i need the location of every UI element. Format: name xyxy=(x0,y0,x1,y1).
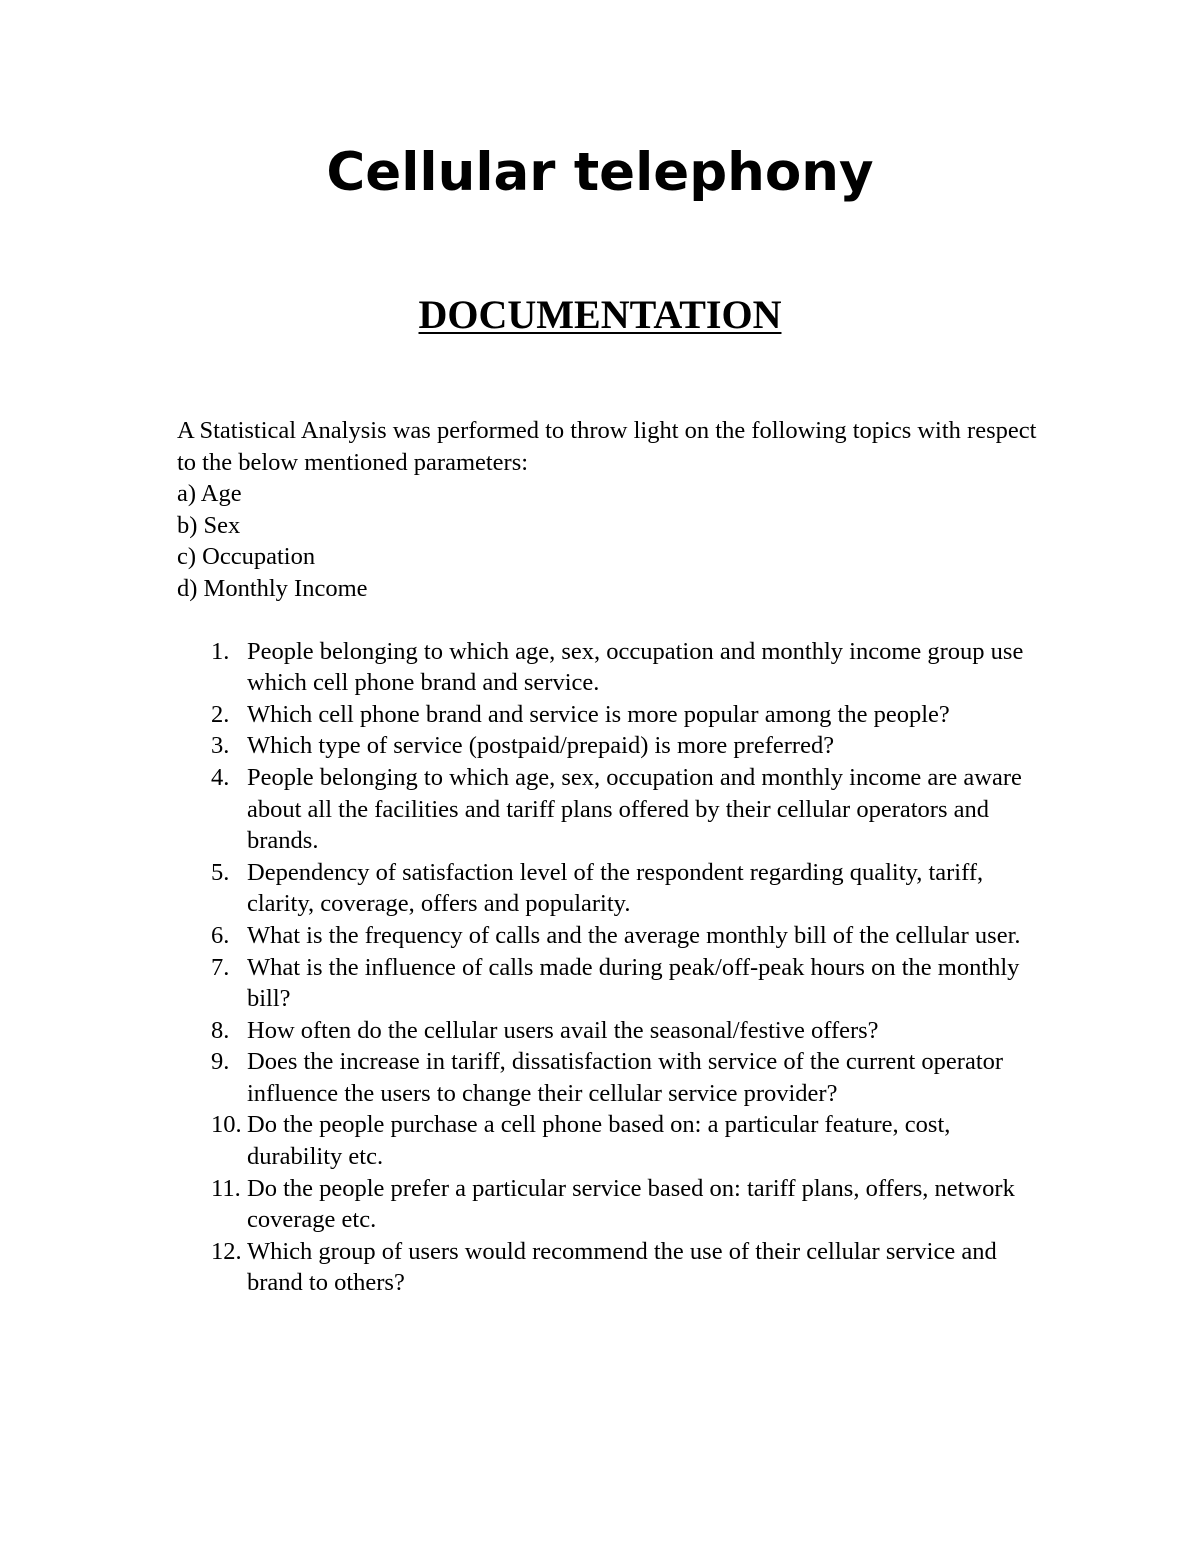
document-body xyxy=(177,415,1037,1299)
question-number: 2. xyxy=(211,700,230,728)
question-item xyxy=(177,1173,1037,1236)
question-text: Which cell phone brand and service is more popular among the people? xyxy=(247,700,950,728)
question-number: 4. xyxy=(211,763,230,791)
parameter-item: b) Sex xyxy=(177,511,241,539)
intro-paragraph: A Statistical Analysis was performed to throw light on the following topics with respect to the below mentioned parameters: xyxy=(177,417,1037,476)
question-text: People belonging to which age, sex, occupation and monthly income group use which cell phone brand and service. xyxy=(247,637,1024,697)
section-heading xyxy=(0,290,1200,340)
question-text: What is the influence of calls made during peak/off-peak hours on the monthly bill? xyxy=(247,953,1020,1013)
question-number: 10. xyxy=(211,1111,242,1139)
question-number: 6. xyxy=(211,921,230,949)
question-item xyxy=(177,952,1037,1015)
intro-block xyxy=(177,415,1037,478)
question-item xyxy=(177,699,1037,731)
question-text: Which type of service (postpaid/prepaid) is more preferred? xyxy=(247,732,835,760)
question-number: 12. xyxy=(211,1237,242,1265)
question-item xyxy=(177,1046,1037,1109)
question-text: Do the people purchase a cell phone based on: a particular feature, cost, durability etc. xyxy=(247,1111,951,1171)
document-title: Cellular telephony xyxy=(326,142,874,203)
question-item xyxy=(177,762,1037,857)
question-number: 3. xyxy=(211,732,230,760)
question-text: Dependency of satisfaction level of the respondent regarding quality, tariff, clarity, coverage, offers and popularity. xyxy=(247,858,984,918)
question-item xyxy=(177,857,1037,920)
question-number: 9. xyxy=(211,1048,230,1076)
question-text: Do the people prefer a particular service based on: tariff plans, offers, network coverage etc. xyxy=(247,1174,1015,1234)
question-number: 7. xyxy=(211,953,230,981)
question-number: 1. xyxy=(211,637,230,665)
section-heading-text: DOCUMENTATION xyxy=(418,292,782,337)
question-item xyxy=(177,1236,1037,1299)
parameter-list xyxy=(177,478,1037,604)
question-text: What is the frequency of calls and the average monthly bill of the cellular user. xyxy=(247,921,1021,949)
question-text: How often do the cellular users avail the seasonal/festive offers? xyxy=(247,1016,879,1044)
question-item xyxy=(177,730,1037,762)
question-number: 8. xyxy=(211,1016,230,1044)
question-number: 5. xyxy=(211,858,230,886)
question-list xyxy=(177,636,1037,1299)
question-item xyxy=(177,636,1037,699)
question-text: Which group of users would recommend the use of their cellular service and brand to others? xyxy=(247,1237,997,1297)
question-item xyxy=(177,1015,1037,1047)
parameter-item: c) Occupation xyxy=(177,543,316,571)
question-text: People belonging to which age, sex, occupation and monthly income are aware about all the facilities and tariff plans offered by their cellular operators and brands. xyxy=(247,763,1022,855)
question-text: Does the increase in tariff, dissatisfaction with service of the current operator influence the users to change their cellular service provider? xyxy=(247,1048,1004,1107)
question-item xyxy=(177,1109,1037,1172)
question-number: 11. xyxy=(211,1174,241,1202)
question-item xyxy=(177,920,1037,952)
parameter-item: a) Age xyxy=(177,480,242,508)
parameter-item: d) Monthly Income xyxy=(177,574,368,602)
